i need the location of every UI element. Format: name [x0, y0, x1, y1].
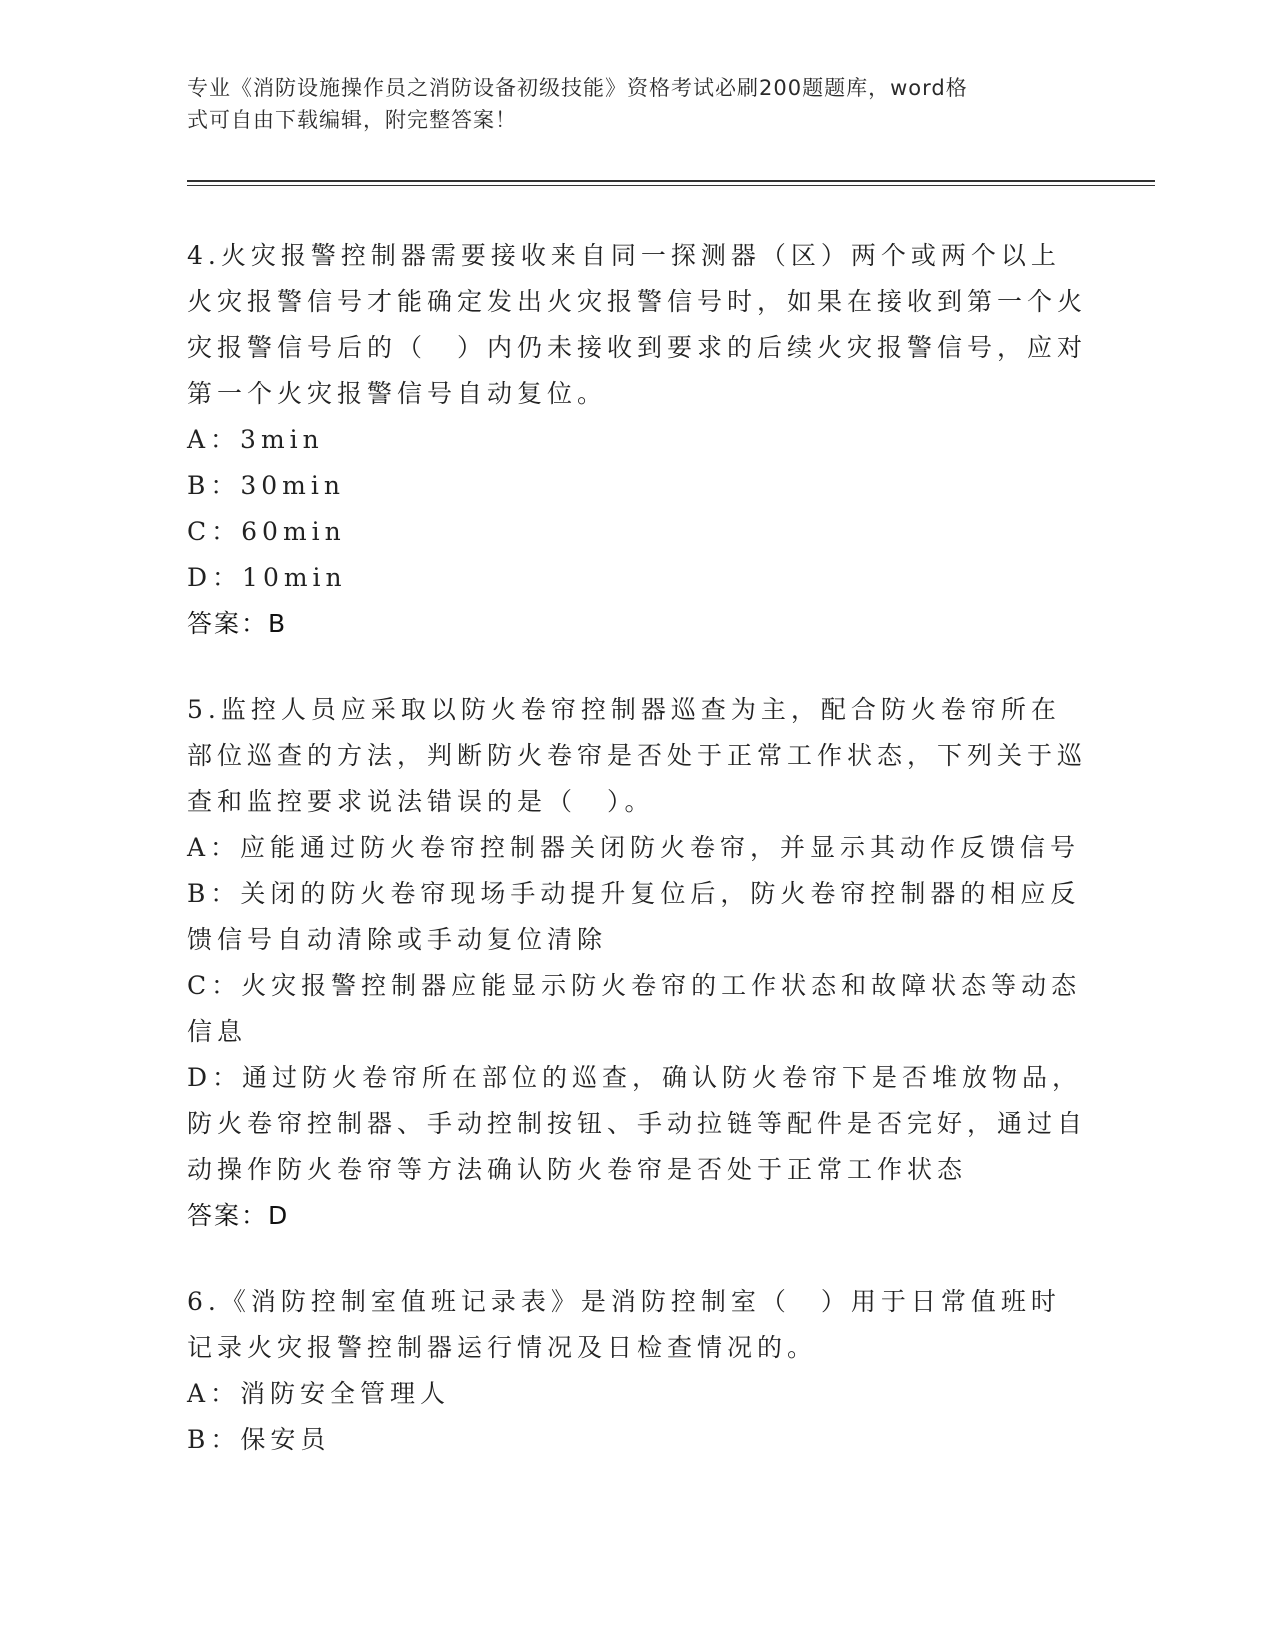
question-item-4 — [187, 233, 1087, 647]
question-list — [187, 233, 1087, 1503]
question-text: 6.《消防控制室值班记录表》是消防控制室（ ）用于日常值班时记录火灾报警控制器运行情况及日检查情况的。 — [187, 1287, 1061, 1362]
question-item-6 — [187, 1279, 1087, 1463]
option-b: B：30min — [187, 471, 345, 500]
header-line-2: 式可自由下载编辑，附完整答案！ — [187, 108, 517, 132]
option-c: C：60min — [187, 517, 346, 546]
option-a: A：消防安全管理人 — [187, 1379, 451, 1408]
question-text: 5.监控人员应采取以防火卷帘控制器巡查为主，配合防火卷帘所在部位巡查的方法，判断防火卷帘是否处于正常工作状态，下列关于巡查和监控要求说法错误的是（ ）。 — [187, 695, 1088, 816]
option-b: B：保安员 — [187, 1425, 331, 1454]
option-d: D：通过防火卷帘所在部位的巡查，确认防火卷帘下是否堆放物品，防火卷帘控制器、手动控制按钮、手动拉链等配件是否完好，通过自动操作防火卷帘等方法确认防火卷帘是否处于正常工作状态 — [187, 1063, 1088, 1184]
header-divider-thin — [187, 185, 1155, 186]
answer-label: 答案：B — [187, 609, 288, 638]
header-line-1: 专业《消防设施操作员之消防设备初级技能》资格考试必刷200题题库，word格 — [187, 76, 968, 100]
option-c: C：火灾报警控制器应能显示防火卷帘的工作状态和故障状态等动态信息 — [187, 971, 1082, 1046]
header-divider-thick — [187, 180, 1155, 182]
option-a: A：3min — [187, 425, 324, 454]
document-header — [187, 72, 1067, 136]
answer-label: 答案：D — [187, 1201, 290, 1230]
option-b: B：关闭的防火卷帘现场手动提升复位后，防火卷帘控制器的相应反馈信号自动清除或手动复位清除 — [187, 879, 1081, 954]
option-d: D：10min — [187, 563, 347, 592]
option-a: A：应能通过防火卷帘控制器关闭防火卷帘，并显示其动作反馈信号 — [187, 833, 1081, 862]
question-text: 4.火灾报警控制器需要接收来自同一探测器（区）两个或两个以上火灾报警信号才能确定发出火灾报警信号时，如果在接收到第一个火灾报警信号后的（ ）内仍未接收到要求的后续火灾报警信号，应对第一个火灾报警信号自动复位。 — [187, 241, 1088, 408]
question-item-5 — [187, 687, 1087, 1239]
